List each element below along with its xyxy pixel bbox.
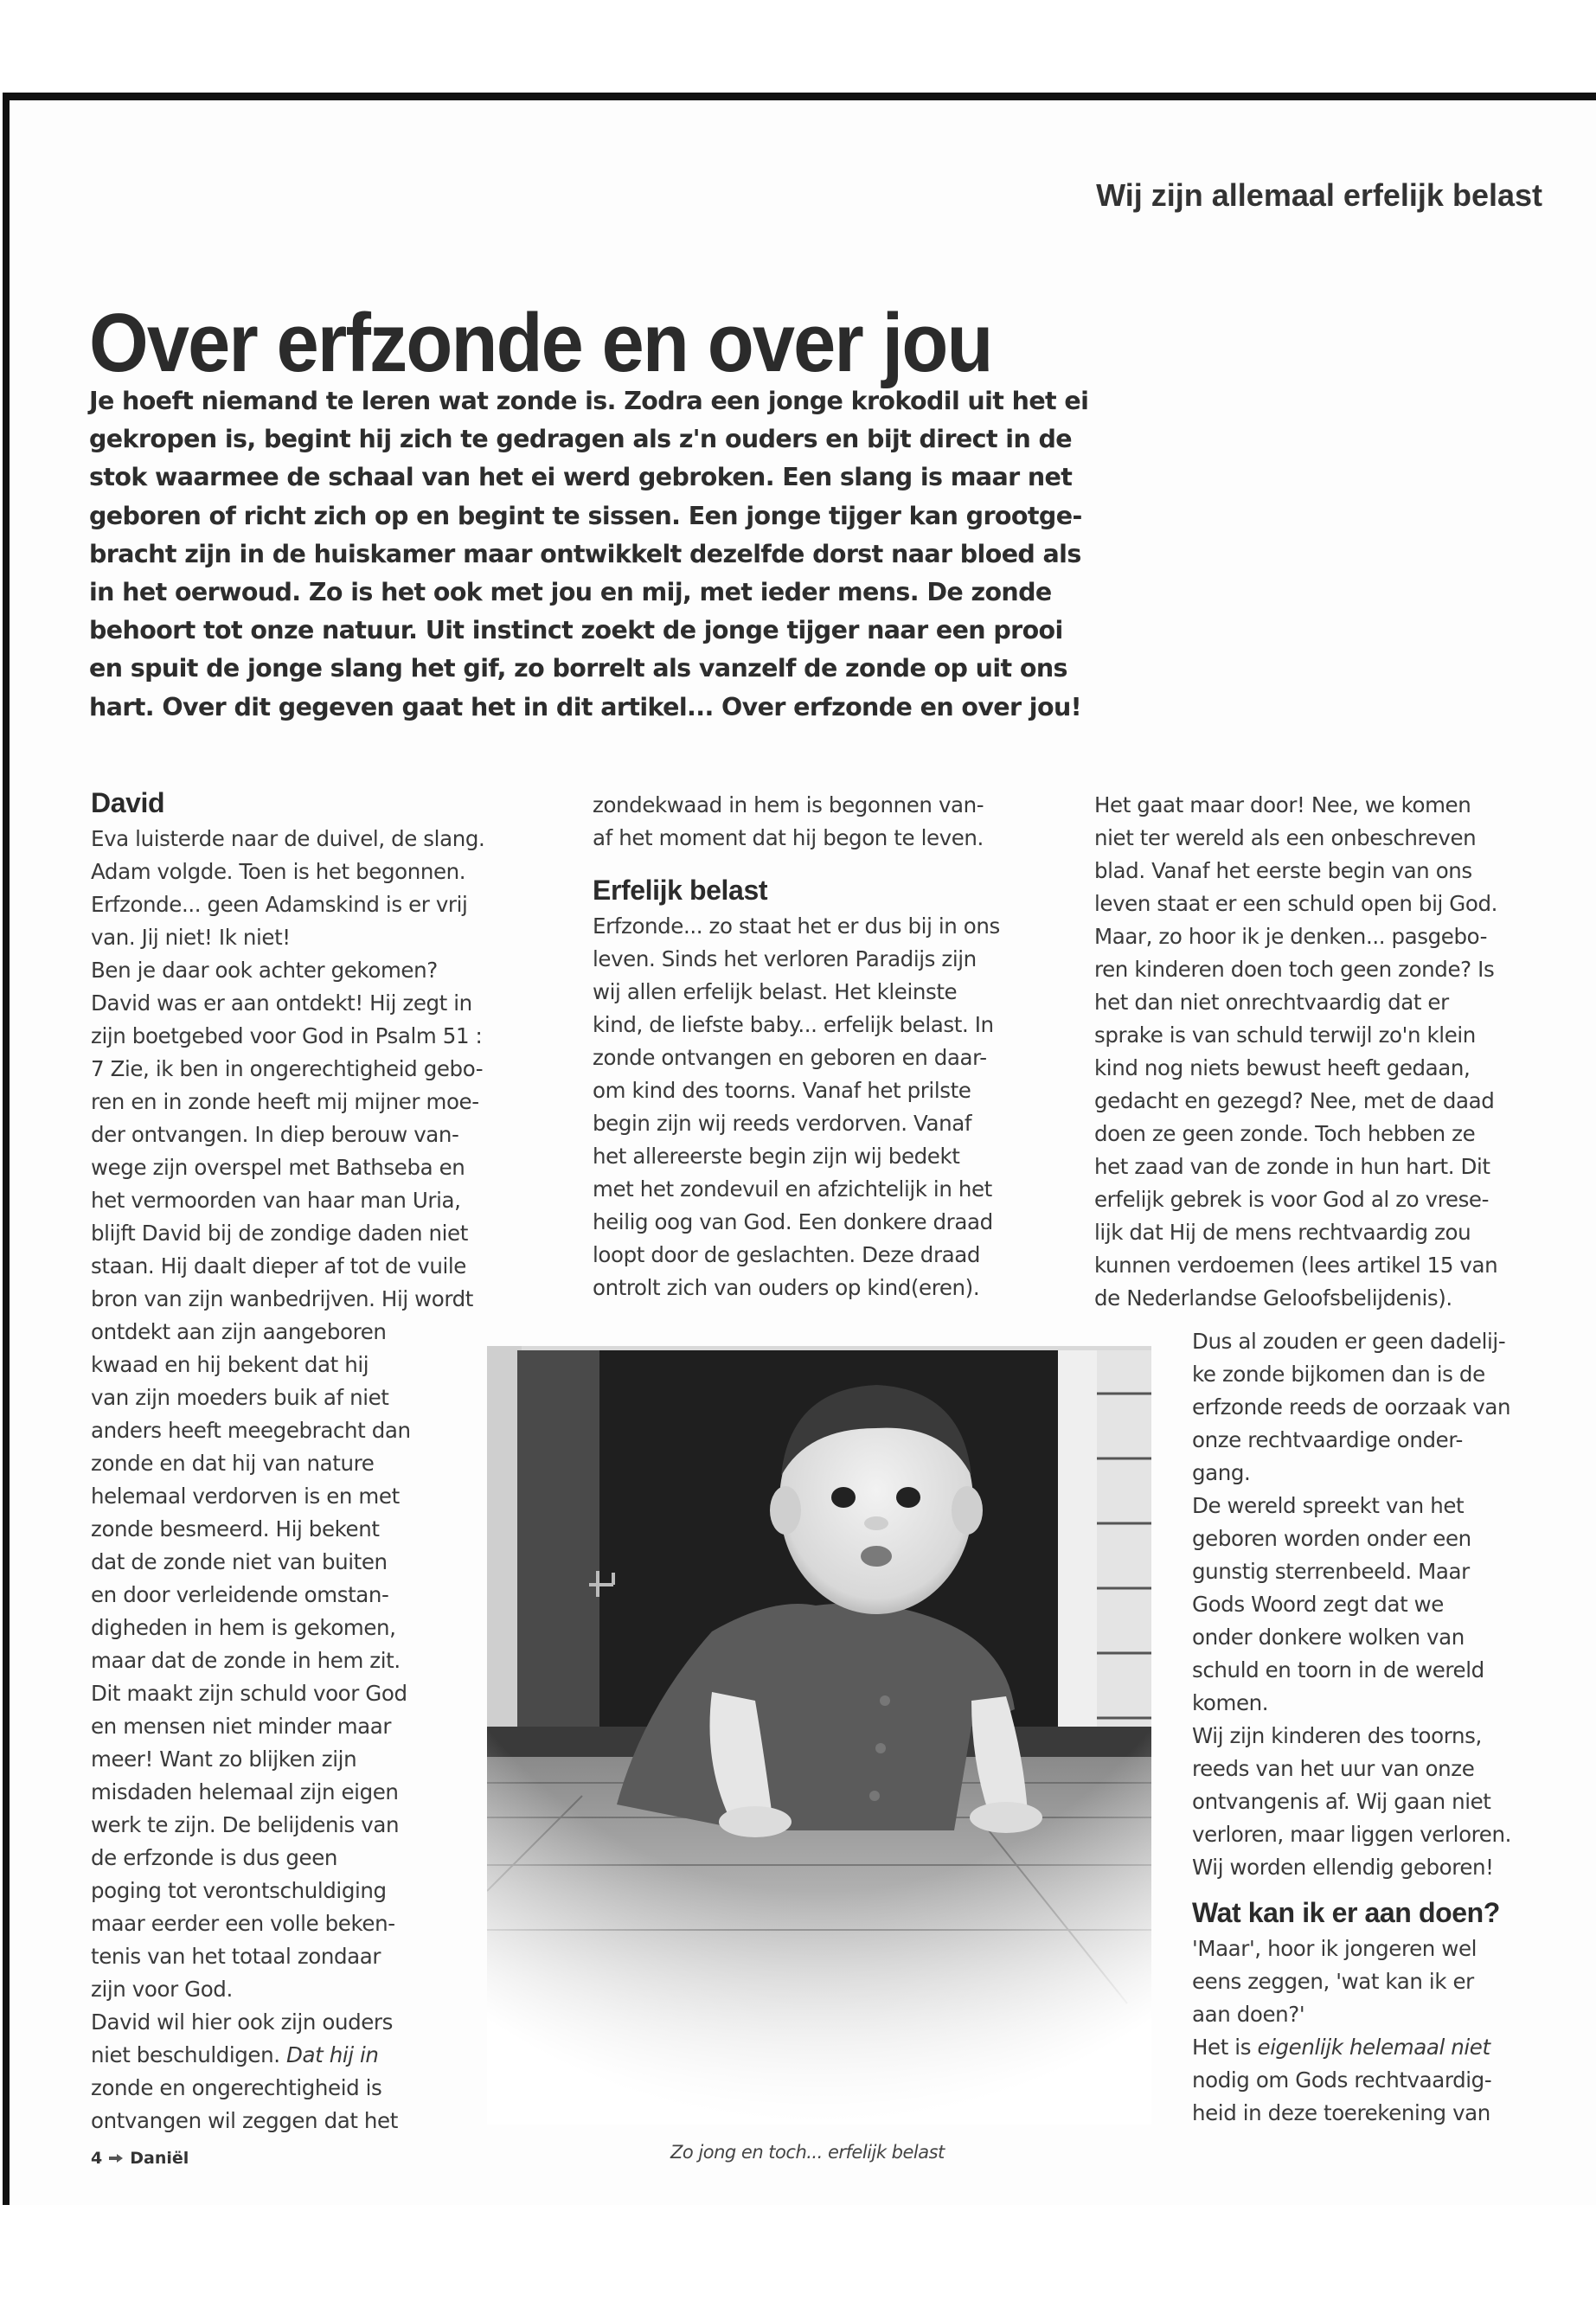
page-number: 4 (91, 2149, 103, 2168)
intro-line: gekropen is, begint hij zich te gedragen als z'n ouders en bijt direct in de (89, 425, 1073, 454)
body-line: schuld en toorn in de wereld (1192, 1657, 1484, 1682)
body-line: verloren, maar liggen verloren. (1192, 1822, 1511, 1847)
intro-line: geboren of richt zich op en begint te sissen. Een jonge tijger kan grootge- (89, 501, 1082, 530)
article-title: Over erfzonde en over jou (89, 297, 992, 390)
section-heading-erfelijk-belast: Erfelijk belast (593, 875, 768, 906)
body-line: niet ter wereld als een onbeschreven (1094, 825, 1477, 850)
body-line: geboren worden onder een (1192, 1526, 1471, 1551)
body-line: loopt door de geslachten. Deze draad (593, 1242, 980, 1267)
section-heading-wat-kan-ik-er-aan-doen: Wat kan ik er aan doen? (1192, 1897, 1500, 1928)
body-line: Erfzonde... geen Adamskind is er vrij (91, 892, 468, 917)
body-line: der ontvangen. In diep berouw van- (91, 1122, 459, 1147)
body-line: leven staat er een schuld open bij God. (1094, 891, 1497, 916)
body-line: David wil hier ook zijn ouders (91, 2009, 393, 2035)
body-line: ontrolt zich van ouders op kind(eren). (593, 1275, 980, 1300)
body-line: ontdekt aan zijn aangeboren (91, 1319, 387, 1344)
body-line: gunstig sterrenbeeld. Maar (1192, 1559, 1470, 1584)
italic-text: eigenlijk helemaal niet (1257, 2035, 1490, 2060)
body-line: sprake is van schuld terwijl zo'n klein (1094, 1022, 1476, 1048)
section-heading-david: David (91, 787, 165, 818)
body-line: 7 Zie, ik ben in ongerechtigheid gebo- (91, 1056, 484, 1081)
body-line: Adam volgde. Toen is het begonnen. (91, 859, 466, 884)
body-line: maar dat de zonde in hem zit. (91, 1648, 401, 1673)
body-line: aan doen?' (1192, 2002, 1305, 2027)
body-line: om kind des toorns. Vanaf het prilste (593, 1078, 971, 1103)
body-line: staan. Hij daalt dieper af tot de vuile (91, 1253, 466, 1279)
arrow-icon (109, 2155, 123, 2162)
intro-paragraph (89, 382, 1089, 727)
body-line: zijn voor God. (91, 1977, 233, 2002)
body-line: begin zijn wij reeds verdorven. Vanaf (593, 1111, 972, 1136)
body-line: blad. Vanaf het eerste begin van ons (1094, 858, 1472, 883)
body-line: zijn boetgebed voor God in Psalm 51 : (91, 1023, 483, 1048)
body-line: eens zeggen, 'wat kan ik er (1192, 1969, 1474, 1994)
body-line: van zijn moeders buik af niet (91, 1385, 389, 1410)
body-line: wij allen erfelijk belast. Het kleinste (593, 979, 958, 1004)
body-line: Het gaat maar door! Nee, we komen (1094, 792, 1471, 817)
body-line: kwaad en hij bekent dat hij (91, 1352, 369, 1377)
body-line: met het zondevuil en afzichtelijk in het (593, 1176, 992, 1202)
body-line: Ben je daar ook achter gekomen? (91, 958, 438, 983)
body-line: bron van zijn wanbedrijven. Hij wordt (91, 1286, 473, 1311)
body-line: onder donkere wolken van (1192, 1625, 1465, 1650)
body-line: het vermoorden van haar man Uria, (91, 1188, 461, 1213)
body-line: erfelijk gebrek is voor God al zo vrese- (1094, 1187, 1490, 1212)
baby-crawling-image (487, 1346, 1151, 2125)
italic-text: Dat hij in (286, 2042, 379, 2067)
baby-photo (487, 1346, 1151, 2125)
body-line: 'Maar', hoor ik jongeren wel (1192, 1936, 1477, 1961)
body-line: ontvangen wil zeggen dat het (91, 2108, 398, 2133)
body-line: Maar, zo hoor ik je denken... pasgebo- (1094, 924, 1488, 949)
body-line: en mensen niet minder maar (91, 1714, 392, 1739)
body-text: niet beschuldigen. (91, 2042, 287, 2067)
column-1 (91, 783, 541, 2138)
body-line: ke zonde bijkomen dan is de (1192, 1362, 1485, 1387)
body-line: misdaden helemaal zijn eigen (91, 1779, 399, 1804)
page-footer (91, 2149, 189, 2168)
body-line: onze rechtvaardige onder- (1192, 1427, 1463, 1452)
body-line: gedacht en gezegd? Nee, met de daad (1094, 1088, 1495, 1113)
body-line: wege zijn overspel met Bathseba en (91, 1155, 465, 1180)
intro-line: in het oerwoud. Zo is het ook met jou en mij, met ieder mens. De zonde (89, 578, 1052, 607)
body-line: de erfzonde is dus geen (91, 1845, 337, 1870)
body-line: komen. (1192, 1690, 1269, 1715)
body-line: Dus al zouden er geen dadelij- (1192, 1329, 1506, 1354)
body-line: kind nog niets bewust heeft gedaan, (1094, 1055, 1471, 1080)
body-line: heid in deze toerekening van (1192, 2100, 1490, 2125)
body-line: de Nederlandse Geloofsbelijdenis). (1094, 1285, 1452, 1311)
intro-line: en spuit de jonge slang het gif, zo borrelt als vanzelf de zonde op uit ons (89, 654, 1067, 683)
body-line: gang. (1192, 1460, 1251, 1485)
intro-line: bracht zijn in de huiskamer maar ontwikkelt dezelfde dorst naar bloed als (89, 539, 1081, 568)
intro-line: hart. Over dit gegeven gaat het in dit artikel... Over erfzonde en over jou! (89, 692, 1082, 721)
body-line: dat de zonde niet van buiten (91, 1549, 388, 1574)
body-line: tenis van het totaal zondaar (91, 1944, 381, 1969)
intro-line: Je hoeft niemand te leren wat zonde is. Zodra een jonge krokodil uit het ei (89, 387, 1089, 415)
body-line: doen ze geen zonde. Toch hebben ze (1094, 1121, 1476, 1146)
body-line: zonde en ongerechtigheid is (91, 2075, 382, 2100)
section-kicker: Wij zijn allemaal erfelijk belast (1096, 177, 1542, 213)
body-line: meer! Want zo blijken zijn (91, 1747, 357, 1772)
body-line: zonde en dat hij van nature (91, 1451, 375, 1476)
body-line: maar eerder een volle beken- (91, 1911, 395, 1936)
body-line: af het moment dat hij begon te leven. (593, 825, 984, 850)
body-line: ontvangenis af. Wij gaan niet (1192, 1789, 1491, 1814)
photo-caption: Zo jong en toch... erfelijk belast (670, 2142, 945, 2163)
intro-line: stok waarmee de schaal van het ei werd gebroken. Een slang is maar net (89, 463, 1073, 492)
body-line: Erfzonde... zo staat het er dus bij in ons (593, 913, 1000, 939)
body-line: zonde besmeerd. Hij bekent (91, 1516, 380, 1541)
body-line: anders heeft meegebracht dan (91, 1418, 411, 1443)
body-line (91, 2039, 541, 2072)
body-line: zondekwaad in hem is begonnen van- (593, 792, 984, 817)
body-text: Het is (1192, 2035, 1258, 2060)
column-3-continued (1192, 1325, 1555, 2130)
body-line: kunnen verdoemen (lees artikel 15 van (1094, 1253, 1498, 1278)
body-line: erfzonde reeds de oorzaak van (1192, 1394, 1511, 1420)
body-line: blijft David bij de zondige daden niet (91, 1221, 468, 1246)
column-3 (1094, 789, 1544, 1315)
body-line: het zaad van de zonde in hun hart. Dit (1094, 1154, 1490, 1179)
body-line: digheden in hem is gekomen, (91, 1615, 396, 1640)
body-line: van. Jij niet! Ik niet! (91, 925, 291, 950)
body-line: Wij zijn kinderen des toorns, (1192, 1723, 1482, 1748)
intro-line: behoort tot onze natuur. Uit instinct zoekt de jonge tijger naar een prooi (89, 616, 1063, 645)
body-line: poging tot verontschuldiging (91, 1878, 387, 1903)
column-2 (593, 789, 1051, 1304)
body-line: en door verleidende omstan- (91, 1582, 389, 1607)
body-line: het dan niet onrechtvaardig dat er (1094, 990, 1449, 1015)
magazine-name: Daniël (130, 2149, 189, 2168)
body-line: Dit maakt zijn schuld voor God (91, 1681, 407, 1706)
body-line: kind, de liefste baby... erfelijk belast. In (593, 1012, 994, 1037)
body-line: lijk dat Hij de mens rechtvaardig zou (1094, 1220, 1471, 1245)
body-line: nodig om Gods rechtvaardig- (1192, 2067, 1492, 2093)
body-line (1192, 2031, 1555, 2064)
body-line: helemaal verdorven is en met (91, 1484, 400, 1509)
body-line: ren kinderen doen toch geen zonde? Is (1094, 957, 1495, 982)
body-line: het allereerste begin zijn wij bedekt (593, 1144, 960, 1169)
body-line: Wij worden ellendig geboren! (1192, 1855, 1494, 1880)
body-line: Eva luisterde naar de duivel, de slang. (91, 826, 485, 851)
body-line: Gods Woord zegt dat we (1192, 1592, 1444, 1617)
body-line: reeds van het uur van onze (1192, 1756, 1475, 1781)
body-line: zonde ontvangen en geboren en daar- (593, 1045, 987, 1070)
body-line: leven. Sinds het verloren Paradijs zijn (593, 946, 977, 971)
body-line: ren en in zonde heeft mij mijner moe- (91, 1089, 479, 1114)
body-line: David was er aan ontdekt! Hij zegt in (91, 990, 472, 1016)
body-line: De wereld spreekt van het (1192, 1493, 1465, 1518)
body-line: heilig oog van God. Een donkere draad (593, 1209, 993, 1234)
body-line: werk te zijn. De belijdenis van (91, 1812, 400, 1837)
